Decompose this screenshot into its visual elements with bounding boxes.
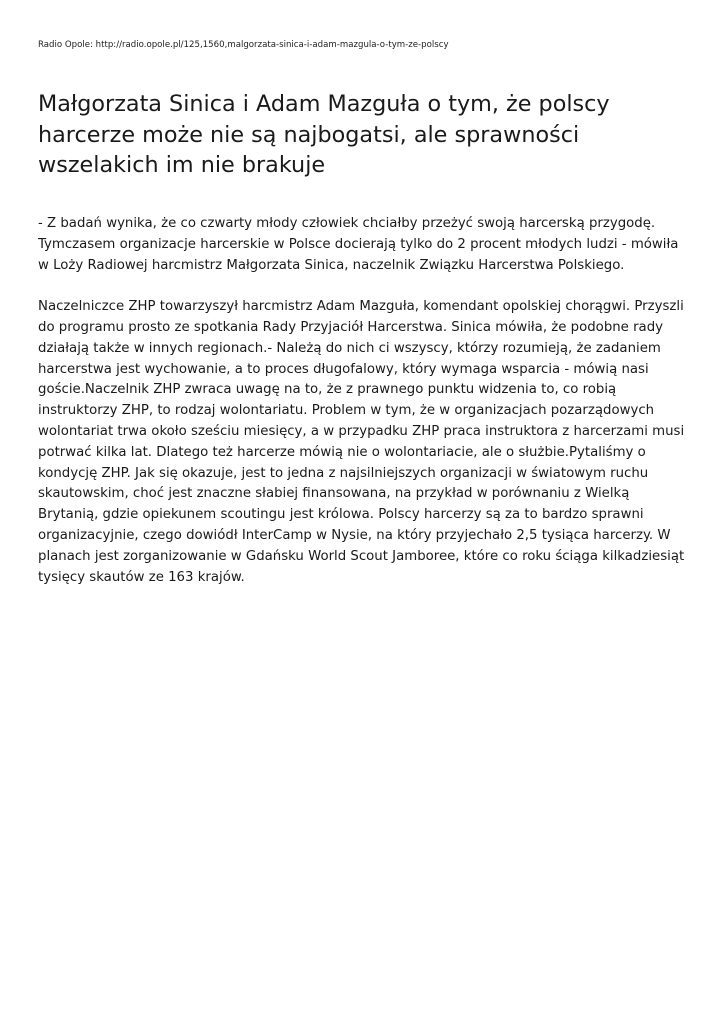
article-paragraph-2: Naczelniczce ZHP towarzyszył harcmistrz Adam Mazguła, komendant opolskiej chorągwi. Przyszli do programu prosto ze spotkania Rady Przyjaciół Harcerstwa. Sinica mówiła, że podobne rady działają także w innych regionach.- Należą do nich ci wszyscy, którzy rozumieją, że zadaniem harcerstwa jest wychowanie, a to proces długofalowy, który wymaga wsparcia - mówią nasi goście.Naczelnik ZHP zwraca uwagę na to, że z prawnego punktu widzenia to, co robią instruktorzy ZHP, to rodzaj wolontariatu. Problem w tym, że w organizacjach pozarządowych wolontariat trwa około sześciu miesięcy, a w przypadku ZHP praca instruktora z harcerzami musi potrwać kilka lat. Dlatego też harcerze mówią nie o wolontariacie, ale o służbie.Pytaliśmy o kondycję ZHP. Jak się okazuje, jest to jedna z najsilniejszych organizacji w światowym ruchu skautowskim, choć jest znaczne słabiej finansowana, na przykład w porównaniu z Wielką Brytanią, gdzie opiekunem scoutingu jest królowa. Polscy harcerzy są za to bardzo sprawni organizacyjnie, czego dowiódł InterCamp w Nysie, na który przyjechało 2,5 tysiąca harcerzy. W planach jest zorganizowanie w Gdańsku World Scout Jamboree, które co roku ściąga kilkadziesiąt tysięcy skautów ze 163 krajów.: [38, 299, 685, 585]
article-title: Małgorzata Sinica i Adam Mazguła o tym, że polscy harcerze może nie są najbogatsi, ale sprawności wszelakich im nie brakuje: [38, 91, 610, 178]
article-paragraph-1: - Z badań wynika, że co czwarty młody człowiek chciałby przeżyć swoją harcerską przygodę. Tymczasem organizacje harcerskie w Polsce docierają tylko do 2 procent młodych ludzi - mówiła w Loży Radiowej harcmistrz Małgorzata Sinica, naczelnik Związku Harcerstwa Polskiego.: [38, 216, 679, 273]
article-body: [38, 214, 688, 609]
source-url-line: Radio Opole: http://radio.opole.pl/125,1560,malgorzata-sinica-i-adam-mazgula-o-tym-ze-polscy: [38, 40, 449, 50]
